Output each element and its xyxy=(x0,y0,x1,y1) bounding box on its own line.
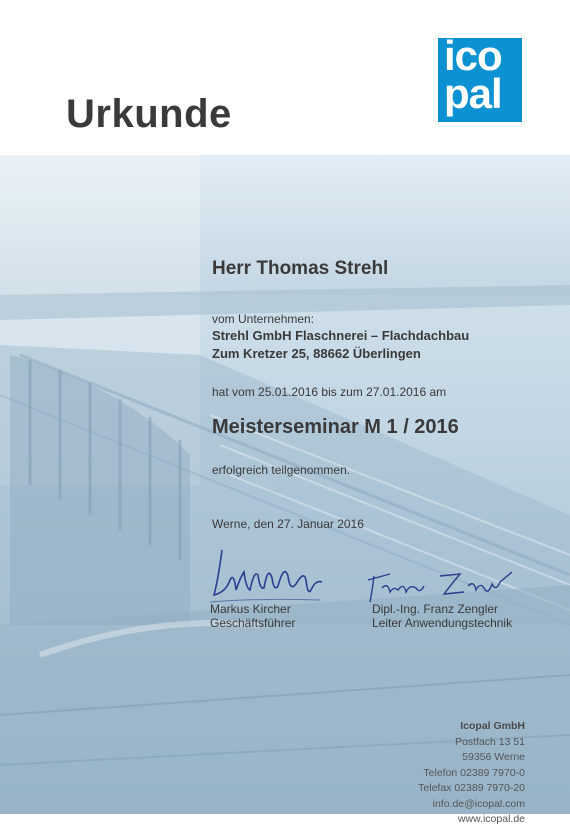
footer-company: Icopal GmbH xyxy=(460,720,525,732)
signature-zengler xyxy=(360,562,520,607)
background-photo xyxy=(0,155,570,814)
result-text: erfolgreich teilgenommen. xyxy=(212,463,351,477)
signatory-2-role: Leiter Anwendungstechnik xyxy=(372,616,513,630)
footer-line: Postfach 13 51 xyxy=(454,735,525,748)
signatory-1-name: Markus Kircher xyxy=(210,602,291,616)
footer-line: 59356 Werne xyxy=(462,751,525,763)
logo-text-bottom: pal xyxy=(444,70,502,117)
footer-email: info.de@icopal.com xyxy=(432,797,525,810)
page-title: Urkunde xyxy=(66,92,232,136)
footer-line: Telefax 02389 7970-20 xyxy=(418,782,525,794)
signatory-2-name: Dipl.-Ing. Franz Zengler xyxy=(372,602,499,616)
company-intro: vom Unternehmen: xyxy=(212,312,315,326)
roof-illustration xyxy=(0,155,570,814)
attendance-text: hat vom 25.01.2016 bis zum 27.01.2016 am xyxy=(212,385,447,399)
footer-line: Telefon 02389 7970-0 xyxy=(423,766,525,779)
footer-address xyxy=(418,719,525,828)
icopal-logo xyxy=(438,32,522,122)
company-name: Strehl GmbH Flaschnerei – Flachdachbau xyxy=(212,328,470,343)
place-date: Werne, den 27. Januar 2016 xyxy=(212,517,364,531)
footer-website: www.icopal.de xyxy=(457,813,525,825)
logo-text-top: ico xyxy=(444,32,502,79)
signatory-1-role: Geschäftsführer xyxy=(210,616,296,630)
recipient-name: Herr Thomas Strehl xyxy=(212,258,389,279)
company-address: Zum Kretzer 25, 88662 Überlingen xyxy=(212,346,421,361)
event-title: Meisterseminar M 1 / 2016 xyxy=(212,416,459,438)
